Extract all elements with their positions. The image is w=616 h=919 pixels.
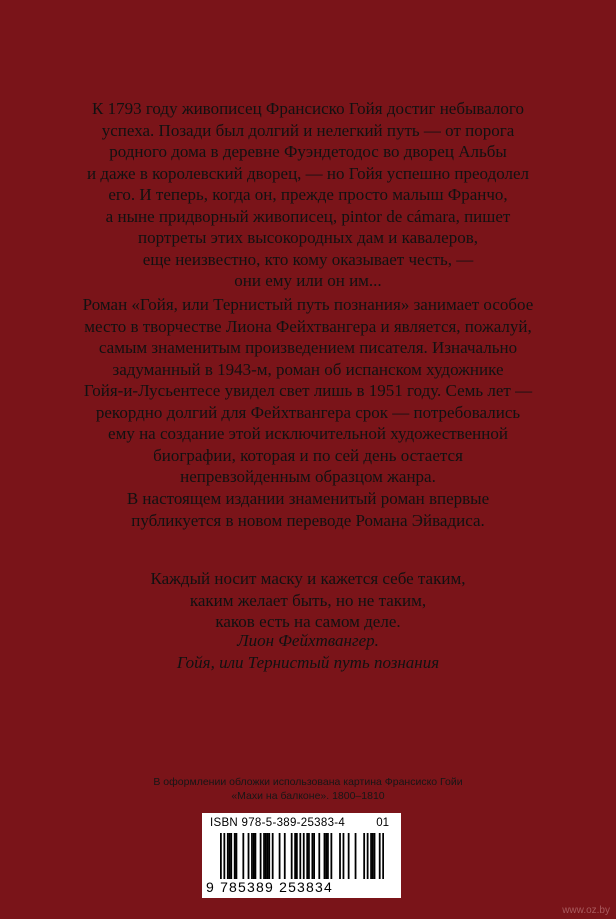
- credit-line: «Махи на балконе». 1800–1810: [231, 790, 385, 802]
- barcode-bar: [355, 833, 357, 879]
- barcode-bar: [263, 833, 265, 879]
- text-line: непревзойденным образцом жанра.: [180, 467, 436, 486]
- barcode-digits: 9 785389 253834: [206, 879, 333, 895]
- text-line: а ныне придворный живописец, pintor de cámara, пишет: [105, 206, 511, 226]
- barcode-bar: [313, 833, 315, 879]
- barcode-bar: [272, 833, 274, 879]
- barcode-bars: [220, 833, 384, 879]
- barcode-bar: [251, 833, 253, 879]
- text-line: успеха. Позади был долгий и нелегкий путь — от порога: [101, 120, 515, 140]
- barcode-bar: [299, 833, 301, 879]
- text-line: Гойя-и-Лусьентесе увидел свет лишь в 1951 году. Семь лет —: [83, 381, 533, 400]
- barcode-bar: [327, 833, 329, 879]
- text-line: К 1793 году живописец Франсиско Гойя достиг небывалого: [92, 99, 524, 118]
- barcode-bar: [294, 833, 296, 879]
- text-line: они ему или он им...: [234, 271, 382, 290]
- quote-line: каким желает быть, но не таким,: [189, 590, 427, 610]
- barcode-bar: [318, 833, 320, 879]
- barcode-bar: [372, 833, 374, 879]
- text-line: задуманный в 1943-м, роман об испанском художнике: [112, 359, 504, 379]
- text-line: и даже в королевский дворец, — но Гойя успешно преодолел: [86, 163, 530, 183]
- barcode-bar: [223, 833, 225, 879]
- barcode-bar: [339, 833, 341, 879]
- barcode-bar: [267, 833, 269, 879]
- text-line: Роман «Гойя, или Тернистый путь познания» занимает особое: [82, 295, 534, 314]
- barcode-bar: [291, 833, 293, 879]
- barcode-bar: [324, 833, 326, 879]
- barcode-bar: [379, 833, 381, 879]
- annotation-paragraph-2: [58, 294, 558, 488]
- text-line: ему на создание этой исключительной художественной: [108, 424, 508, 443]
- barcode-bar: [230, 833, 232, 879]
- barcode-bar: [330, 833, 332, 879]
- barcode-bar: [303, 833, 305, 879]
- barcode-bar: [234, 833, 236, 879]
- text-line: биографии, которая и по сей день остается: [153, 445, 463, 465]
- text-line: еще неизвестно, кто кому оказывает честь, —: [142, 249, 474, 269]
- barcode-bar: [363, 833, 365, 879]
- barcode-bar: [279, 833, 281, 879]
- barcode-bar: [242, 833, 244, 879]
- barcode-bar: [260, 833, 262, 879]
- barcode-bar: [255, 833, 257, 879]
- barcode-bar: [370, 833, 372, 879]
- barcode-bar: [374, 833, 376, 879]
- barcode-bar: [229, 833, 231, 879]
- quote-line: каков есть на самом деле.: [215, 612, 401, 631]
- barcode-bar: [308, 833, 310, 879]
- barcode-bar: [268, 833, 270, 879]
- barcode-bar: [343, 833, 345, 879]
- isbn-barcode: [202, 813, 401, 898]
- quote-line: Каждый носит маску и кажется себе таким,: [150, 569, 466, 588]
- annotation-paragraph-1: [58, 98, 558, 292]
- barcode-bar: [284, 833, 286, 879]
- text-line: портреты этих высокородных дам и кавалеров,: [138, 228, 478, 247]
- quote-attribution: [58, 630, 558, 673]
- site-watermark: www.oz.by: [562, 905, 610, 916]
- annotation-paragraph-3: [58, 488, 558, 531]
- attribution-author: Лион Фейхтвангер.: [237, 631, 379, 650]
- cover-art-credit: [150, 775, 466, 803]
- barcode-bar: [382, 833, 384, 879]
- text-line: В настоящем издании знаменитый роман впервые: [126, 489, 490, 508]
- barcode-bar: [265, 833, 267, 879]
- barcode-bar: [236, 833, 238, 879]
- barcode-bar: [220, 833, 222, 879]
- attribution-title: Гойя, или Тернистый путь познания: [176, 652, 440, 672]
- text-line: родного дома в деревне Фуэндетодос во дворец Альбы: [109, 142, 507, 161]
- barcode-bar: [325, 833, 327, 879]
- credit-line: В оформлении обложки использована картина Франсиско Гойи: [153, 776, 463, 788]
- text-line: самым знаменитым произведением писателя. Изначально: [98, 338, 518, 357]
- epigraph-quote: [58, 568, 558, 633]
- text-line: его. И теперь, когда он, прежде просто малыш Франчо,: [108, 185, 508, 204]
- barcode-addon: 01: [376, 817, 389, 829]
- barcode-bar: [248, 833, 250, 879]
- text-line: публикуется в новом переводе Романа Эйвадиса.: [131, 510, 485, 530]
- barcode-bar: [367, 833, 369, 879]
- barcode-bar: [306, 833, 308, 879]
- barcode-bar: [296, 833, 298, 879]
- barcode-bar: [311, 833, 313, 879]
- barcode-bar: [253, 833, 255, 879]
- isbn-label: ISBN 978-5-389-25383-4: [210, 817, 346, 829]
- barcode-bar: [348, 833, 350, 879]
- barcode-bar: [227, 833, 229, 879]
- text-line: рекордно долгий для Фейхтвангера срок — потребовались: [95, 402, 521, 422]
- text-line: место в творчестве Лиона Фейхтвангера и является, пожалуй,: [84, 316, 532, 336]
